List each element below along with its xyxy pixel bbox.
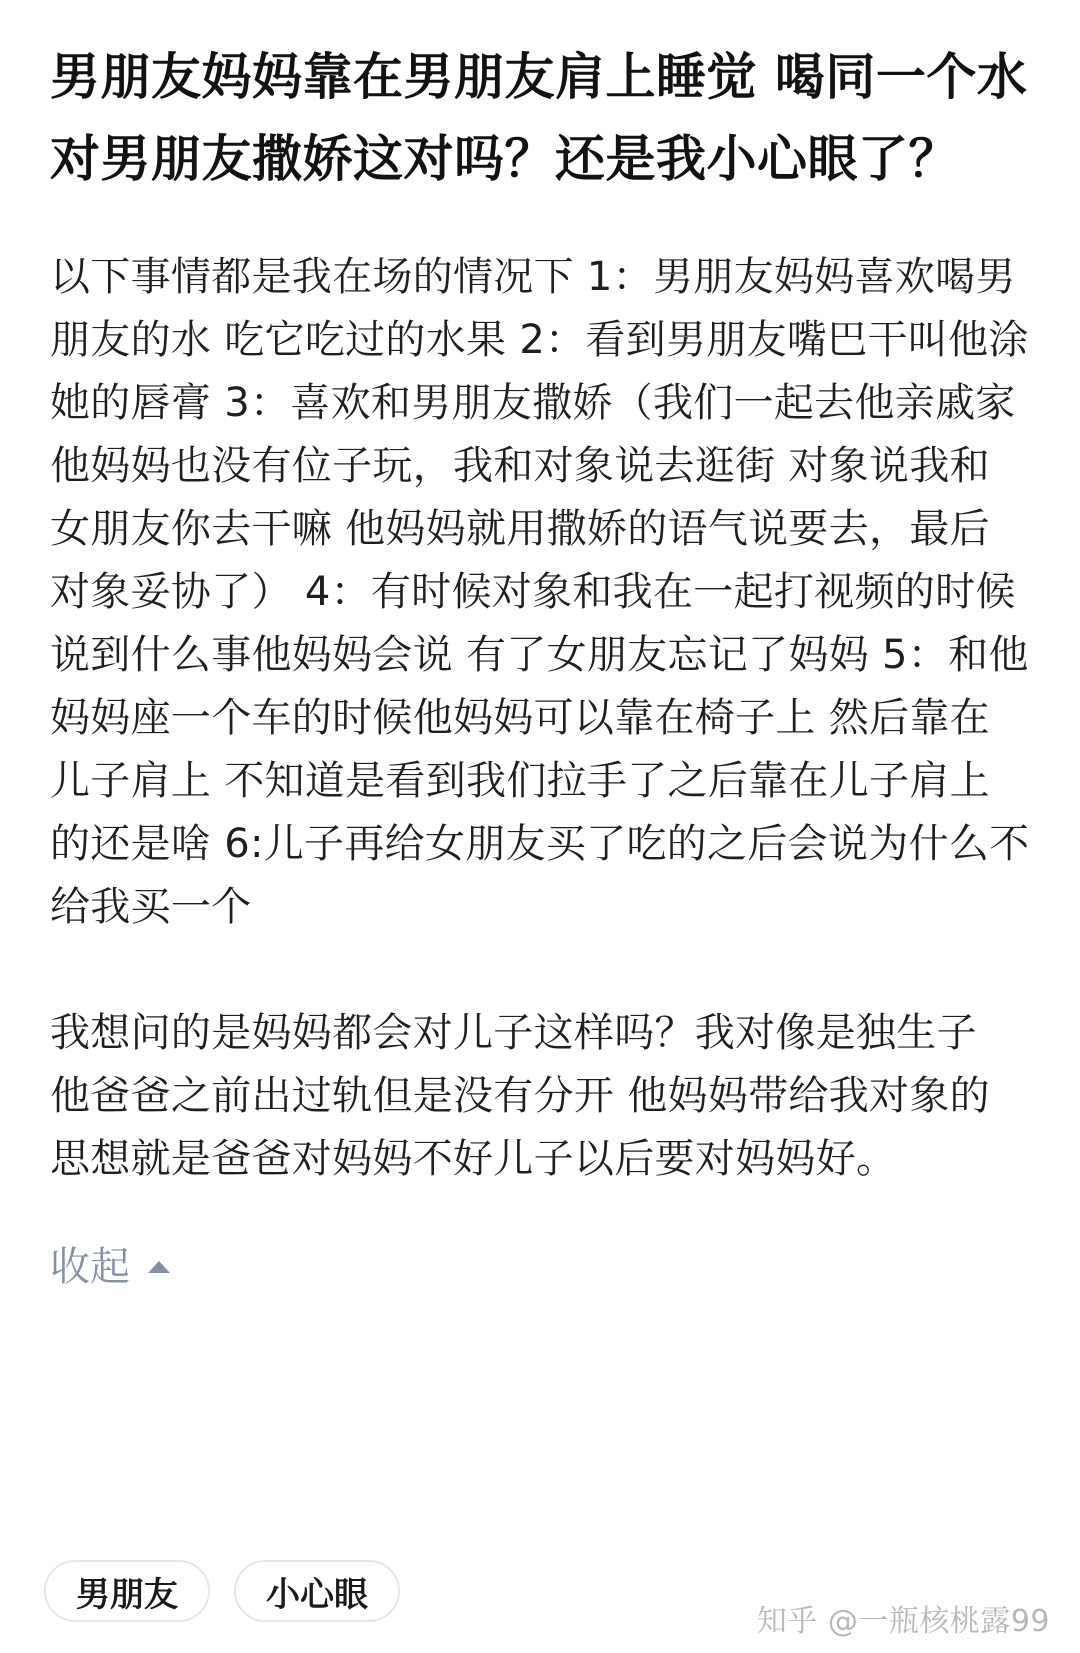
topic-tag[interactable]: 男朋友 xyxy=(44,1560,210,1622)
collapse-button[interactable] xyxy=(50,1239,170,1295)
question-paragraph: 以下事情都是我在场的情况下 1：男朋友妈妈喜欢喝男朋友的水 吃它吃过的水果 2：看到男朋友嘴巴干叫他涂她的唇膏 3：喜欢和男朋友撒娇（我们一起去他亲戚家他妈妈也没有位子玩，我和对象说去逛街 对象说我和女朋友你去干嘛 他妈妈就用撒娇的语气说要去，最后对象妥协了） 4：有时候对象和我在一起打视频的时候说到什么事他妈妈会说 有了女朋友忘记了妈妈 5：和他妈妈座一个车的时候他妈妈可以靠在椅子上 然后靠在儿子肩上 不知道是看到我们拉手了之后靠在儿子肩上的还是啥 6:儿子再给女朋友买了吃的之后会说为什么不给我买一个 xyxy=(50,254,1030,930)
topic-tag[interactable]: 小心眼 xyxy=(234,1560,400,1622)
question-body xyxy=(50,246,1030,1191)
question-title: 男朋友妈妈靠在男朋友肩上睡觉 喝同一个水 对男朋友撒娇这对吗？还是我小心眼了？ xyxy=(50,48,1028,188)
collapse-label: 收起 xyxy=(50,1244,130,1290)
watermark: 知乎 @一瓶核桃露99 xyxy=(756,1604,1050,1639)
caret-up-icon xyxy=(148,1261,170,1273)
topic-tags xyxy=(44,1560,400,1622)
question-paragraph: 我想问的是妈妈都会对儿子这样吗？我对像是独生子 他爸爸之前出过轨但是没有分开 他妈妈带给我对象的思想就是爸爸对妈妈不好儿子以后要对妈妈好。 xyxy=(50,1010,990,1182)
